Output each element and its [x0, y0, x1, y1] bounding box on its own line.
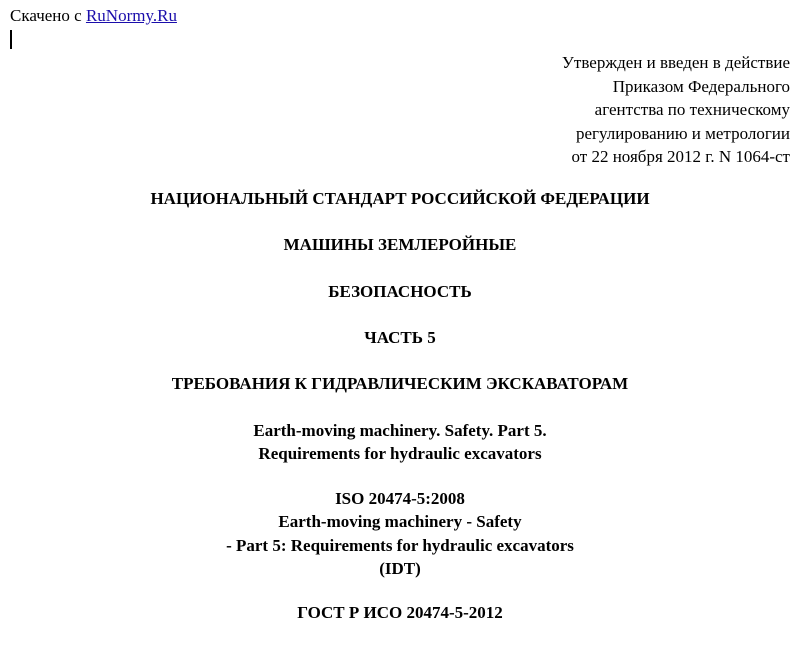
approval-block: [562, 51, 790, 169]
source-prefix: Скачено с: [10, 6, 86, 25]
iso-number: ISO 20474-5:2008: [335, 489, 465, 508]
gost-number: ГОСТ Р ИСО 20474-5-2012: [297, 603, 503, 622]
iso-title-line1: Earth-moving machinery - Safety: [278, 512, 522, 531]
requirements-title: ТРЕБОВАНИЯ К ГИДРАВЛИЧЕСКИМ ЭКСКАВАТОРАМ: [171, 374, 629, 393]
approval-line: от 22 ноября 2012 г. N 1064-ст: [571, 147, 790, 166]
approval-line: Утвержден и введен в действие: [561, 53, 790, 72]
national-standard-title: НАЦИОНАЛЬНЫЙ СТАНДАРТ РОССИЙСКОЙ ФЕДЕРАЦИИ: [150, 189, 650, 208]
text-cursor: [10, 30, 12, 49]
part-title: ЧАСТЬ 5: [364, 328, 436, 347]
approval-line: агентства по техническому: [594, 100, 790, 119]
source-note: [10, 6, 177, 26]
approval-line: регулированию и метрологии: [575, 123, 790, 143]
iso-title-line2: - Part 5: Requirements for hydraulic excavators: [226, 536, 574, 555]
iso-idt: (IDT): [379, 559, 421, 578]
machines-title: МАШИНЫ ЗЕМЛЕРОЙНЫЕ: [283, 235, 517, 254]
approval-line: Приказом Федерального: [612, 76, 790, 96]
english-title-line1: Earth-moving machinery. Safety. Part 5.: [253, 421, 547, 440]
english-title-line2: Requirements for hydraulic excavators: [258, 444, 542, 463]
source-link[interactable]: RuNormy.Ru: [85, 6, 177, 25]
safety-title: БЕЗОПАСНОСТЬ: [328, 282, 472, 301]
